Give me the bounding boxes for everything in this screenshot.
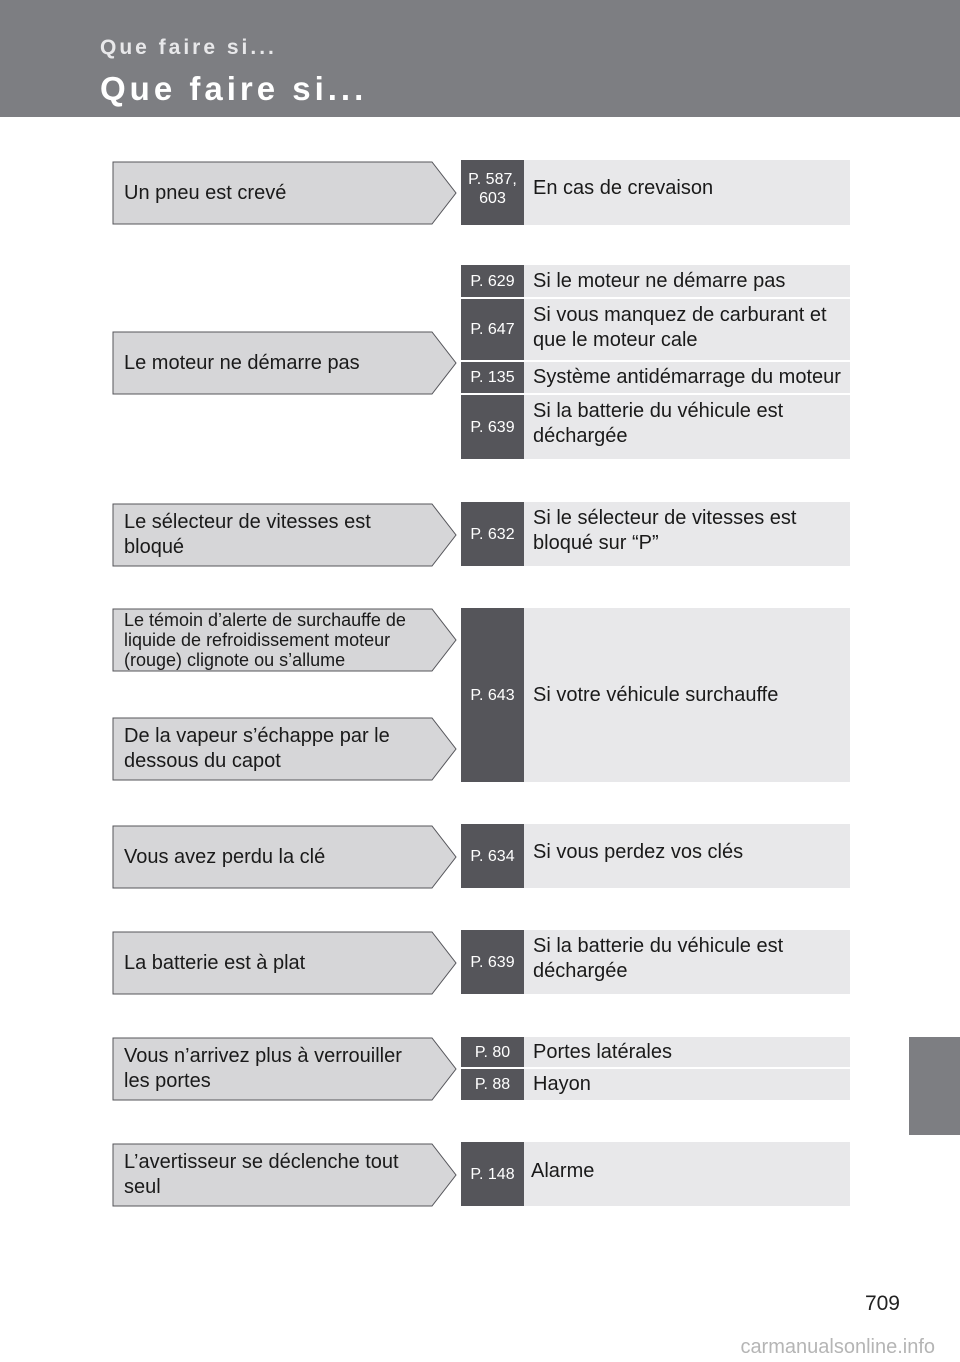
problem-flat-tire (112, 161, 457, 225)
problem-label: Un pneu est crevé (124, 181, 287, 204)
page-ref[interactable]: P. 587, 603 (461, 160, 524, 225)
ref-battery-flat (461, 930, 850, 994)
ref-flat-tire (461, 160, 850, 225)
page-ref[interactable]: P. 643 (461, 608, 524, 782)
ref-label: Si votre véhicule surchauffe (533, 683, 779, 706)
ref-out-of-fuel (461, 299, 850, 360)
ref-label: Si le moteur ne démarre pas (533, 269, 786, 292)
page-ref[interactable]: P. 639 (461, 395, 524, 459)
section-title: Que faire si... (100, 70, 368, 107)
watermark: carmanualsonline.info (740, 1336, 935, 1358)
problem-battery-dead (112, 931, 457, 995)
page-ref[interactable]: P. 634 (461, 824, 524, 888)
ref-shifter-stuck (461, 502, 850, 566)
problem-label: L’avertisseur se déclenche tout seul (124, 1151, 399, 1198)
problem-steam-hood (112, 717, 457, 781)
problem-coolant-warning (112, 608, 457, 672)
problem-label: Le sélecteur de vitesses est bloqué (124, 511, 371, 558)
ref-label: Hayon (533, 1073, 591, 1095)
ref-engine-no-start (461, 265, 850, 297)
section-subtitle: Que faire si... (100, 36, 277, 59)
page-ref[interactable]: P. 647 (461, 299, 524, 360)
ref-battery-discharged (461, 395, 850, 459)
ref-immobilizer (461, 362, 850, 393)
ref-side-doors (461, 1037, 850, 1067)
problem-lost-key (112, 825, 457, 889)
problem-shifter-stuck (112, 503, 457, 567)
ref-label: Si la batterie du véhicule est déchargée (533, 400, 784, 447)
problem-label: Le témoin d’alerte de surchauffe de liquide de refroidissement moteur (rouge) clignote ou s’allume (124, 610, 406, 670)
ref-label: Si vous manquez de carburant et que le moteur cale (533, 304, 827, 351)
page-ref[interactable]: P. 639 (461, 930, 524, 994)
page-ref[interactable]: P. 80 (461, 1037, 524, 1067)
ref-label: Portes latérales (533, 1040, 672, 1063)
ref-label: Si la batterie du véhicule est déchargée (533, 935, 784, 982)
problem-label: La batterie est à plat (124, 951, 306, 974)
page-ref[interactable]: P. 632 (461, 502, 524, 566)
page-ref[interactable]: P. 148 (461, 1142, 524, 1206)
ref-alarm (461, 1142, 850, 1206)
problem-label: De la vapeur s’échappe par le dessous du capot (124, 725, 390, 772)
ref-label: Si vous perdez vos clés (533, 841, 744, 863)
problem-label: Vous avez perdu la clé (124, 845, 326, 868)
section-header (0, 0, 960, 117)
page-ref[interactable]: P. 629 (461, 265, 524, 297)
ref-label: Système antidémarrage du moteur (533, 366, 841, 388)
problem-engine-no-start (112, 331, 457, 395)
problem-label: Le moteur ne démarre pas (124, 351, 360, 374)
ref-label: Alarme (531, 1160, 595, 1182)
page-ref[interactable]: P. 88 (461, 1069, 524, 1100)
ref-overheat (461, 608, 850, 782)
problem-alarm-triggers (112, 1143, 457, 1207)
ref-lost-keys (461, 824, 850, 888)
ref-label: Si le sélecteur de vitesses est bloqué sur “P” (533, 507, 797, 554)
ref-label: En cas de crevaison (533, 177, 714, 199)
page-number: 709 (864, 1292, 900, 1315)
problem-cannot-lock (112, 1037, 457, 1101)
ref-back-door (461, 1069, 850, 1100)
chapter-tab (909, 1037, 960, 1135)
page-ref[interactable]: P. 135 (461, 362, 524, 393)
problem-label: Vous n’arrivez plus à verrouiller les portes (124, 1045, 402, 1092)
